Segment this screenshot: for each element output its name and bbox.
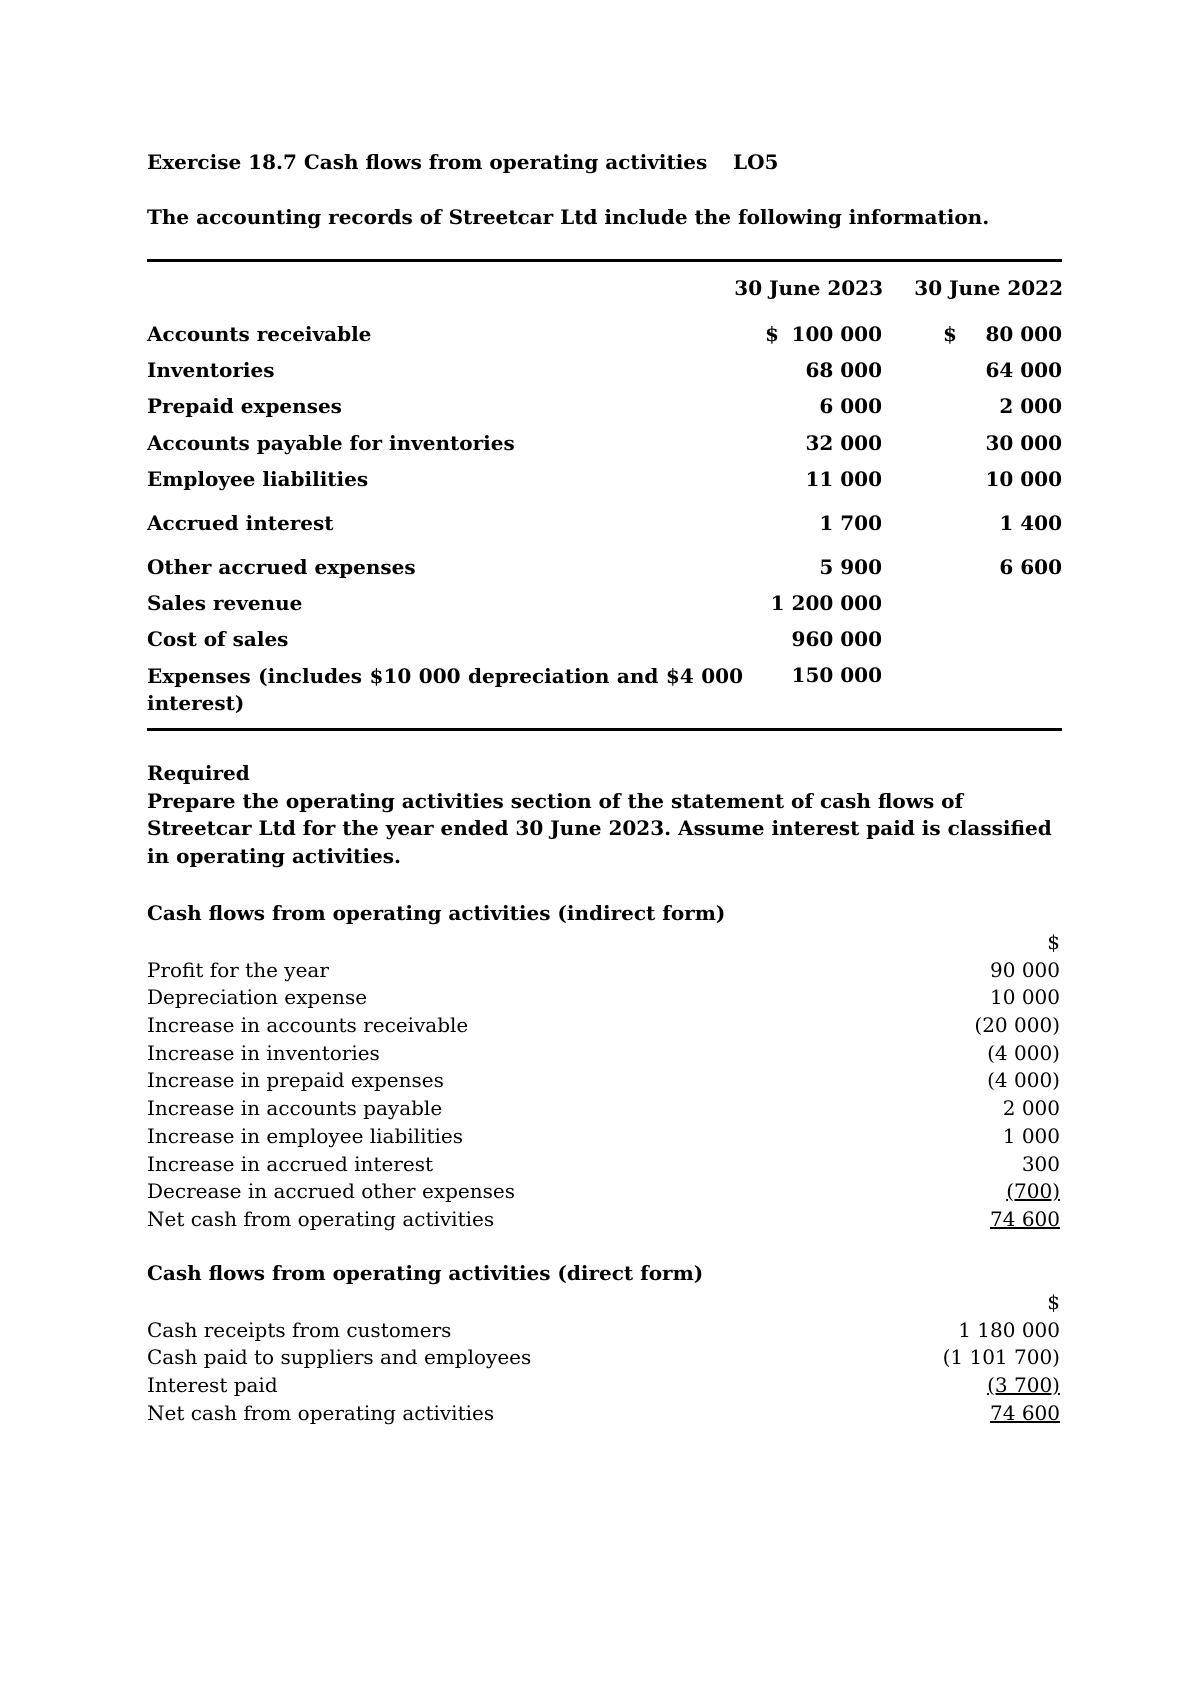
value-2023: 1 700 bbox=[819, 511, 882, 535]
line-label: Profit for the year bbox=[147, 957, 329, 982]
line-label: Depreciation expense bbox=[147, 985, 368, 1010]
total-row bbox=[147, 1400, 1060, 1428]
list-item bbox=[147, 1178, 1060, 1206]
intro-text: The accounting records of Streetcar Ltd include the following information. bbox=[147, 205, 990, 229]
value-2023: 5 900 bbox=[819, 555, 882, 579]
line-amount: (1 101 700) bbox=[942, 1345, 1060, 1370]
line-label: Increase in employee liabilities bbox=[147, 1123, 464, 1148]
line-amount: (4 000) bbox=[987, 1040, 1060, 1065]
list-item bbox=[147, 1095, 1060, 1123]
line-label: Increase in inventories bbox=[147, 1040, 380, 1065]
line-label: Net cash from operating activities bbox=[147, 1400, 495, 1425]
value-2023: 1 200 000 bbox=[770, 591, 882, 615]
value-2023: 960 000 bbox=[791, 627, 882, 651]
value-2022: 2 000 bbox=[999, 394, 1062, 418]
line-amount: 10 000 bbox=[990, 985, 1060, 1010]
required-heading: Required bbox=[147, 761, 250, 785]
column-header-2023: 30 June 2023 bbox=[734, 276, 883, 300]
table-row bbox=[147, 467, 1062, 497]
line-label: Increase in accounts payable bbox=[147, 1096, 443, 1121]
value-2023: 6 000 bbox=[819, 394, 882, 418]
line-label: Interest paid bbox=[147, 1373, 278, 1398]
list-item bbox=[147, 1067, 1060, 1095]
row-label: Prepaid expenses bbox=[147, 394, 342, 418]
line-amount: 90 000 bbox=[990, 957, 1060, 982]
table-row bbox=[147, 627, 1062, 657]
list-item bbox=[147, 1344, 1060, 1372]
line-label: Increase in accounts receivable bbox=[147, 1013, 469, 1038]
total-amount: 74 600 bbox=[990, 1206, 1060, 1231]
line-label: Increase in accrued interest bbox=[147, 1151, 434, 1176]
row-label: Cost of sales bbox=[147, 627, 289, 651]
line-label: Cash paid to suppliers and employees bbox=[147, 1345, 532, 1370]
line-amount: (3 700) bbox=[987, 1373, 1060, 1398]
row-label: Expenses (includes $10 000 depreciation and $4 000 interest) bbox=[147, 664, 743, 715]
row-label: Other accrued expenses bbox=[147, 555, 416, 579]
value-2022: 10 000 bbox=[985, 467, 1062, 491]
line-amount: (4 000) bbox=[987, 1068, 1060, 1093]
list-item bbox=[147, 1012, 1060, 1040]
table-top-rule bbox=[147, 259, 1062, 262]
value-2022: 30 000 bbox=[985, 431, 1062, 455]
value-2023: 32 000 bbox=[805, 431, 882, 455]
table-row bbox=[147, 322, 1062, 352]
list-item bbox=[147, 1317, 1060, 1345]
value-2023: 11 000 bbox=[805, 467, 882, 491]
row-label: Accrued interest bbox=[147, 511, 334, 535]
value-2023: 150 000 bbox=[791, 663, 882, 687]
currency-header-row bbox=[147, 929, 1060, 957]
currency-symbol: $ bbox=[1047, 930, 1060, 954]
line-amount: 1 180 000 bbox=[958, 1317, 1060, 1342]
currency-symbol: $ bbox=[1047, 1290, 1060, 1314]
required-section bbox=[147, 760, 1062, 870]
table-row bbox=[147, 358, 1062, 388]
required-text: Prepare the operating activities section of the statement of cash flows of Streetcar Ltd for the year ended 30 June 2023. Assume interest paid is classified in operating activities. bbox=[147, 788, 1052, 868]
value-2023: 68 000 bbox=[805, 358, 882, 382]
table-row bbox=[147, 431, 1062, 461]
list-item bbox=[147, 1040, 1060, 1068]
line-amount: (700) bbox=[1006, 1179, 1060, 1204]
line-label: Decrease in accrued other expenses bbox=[147, 1179, 515, 1204]
row-label: Accounts receivable bbox=[147, 322, 372, 346]
line-amount: 1 000 bbox=[1002, 1123, 1060, 1148]
total-amount: 74 600 bbox=[990, 1400, 1060, 1425]
column-header-2022: 30 June 2022 bbox=[914, 276, 1063, 300]
learning-outcome: LO5 bbox=[733, 150, 779, 174]
value-2022: 1 400 bbox=[999, 511, 1062, 535]
line-amount: 300 bbox=[1021, 1151, 1060, 1176]
direct-method-title: Cash flows from operating activities (direct form) bbox=[147, 1261, 704, 1285]
value-2022: 6 600 bbox=[999, 555, 1062, 579]
currency-2023: $ bbox=[765, 322, 779, 346]
line-label: Net cash from operating activities bbox=[147, 1206, 495, 1231]
line-label: Increase in prepaid expenses bbox=[147, 1068, 444, 1093]
row-label: Accounts payable for inventories bbox=[147, 431, 515, 455]
value-2022: 64 000 bbox=[985, 358, 1062, 382]
row-label: Employee liabilities bbox=[147, 467, 369, 491]
table-row bbox=[147, 555, 1062, 585]
list-item bbox=[147, 957, 1060, 985]
list-item bbox=[147, 1123, 1060, 1151]
table-row bbox=[147, 511, 1062, 541]
row-label: Inventories bbox=[147, 358, 275, 382]
list-item bbox=[147, 1372, 1060, 1400]
indirect-method-title: Cash flows from operating activities (indirect form) bbox=[147, 901, 726, 925]
currency-header-row bbox=[147, 1289, 1060, 1317]
table-bottom-rule bbox=[147, 728, 1062, 731]
row-label: Sales revenue bbox=[147, 591, 303, 615]
exercise-title: Exercise 18.7 Cash flows from operating activities bbox=[147, 150, 708, 174]
value-2023: 100 000 bbox=[791, 322, 882, 346]
indirect-method-section bbox=[147, 901, 1060, 1234]
total-row bbox=[147, 1206, 1060, 1234]
line-amount: 2 000 bbox=[1002, 1096, 1060, 1121]
table-row bbox=[147, 394, 1062, 424]
line-amount: (20 000) bbox=[974, 1013, 1060, 1038]
table-row bbox=[147, 663, 1062, 721]
list-item bbox=[147, 984, 1060, 1012]
value-2022: 80 000 bbox=[985, 322, 1062, 346]
direct-method-section bbox=[147, 1261, 1060, 1427]
currency-2022: $ bbox=[943, 322, 957, 346]
line-label: Cash receipts from customers bbox=[147, 1317, 452, 1342]
table-row bbox=[147, 591, 1062, 621]
list-item bbox=[147, 1151, 1060, 1179]
